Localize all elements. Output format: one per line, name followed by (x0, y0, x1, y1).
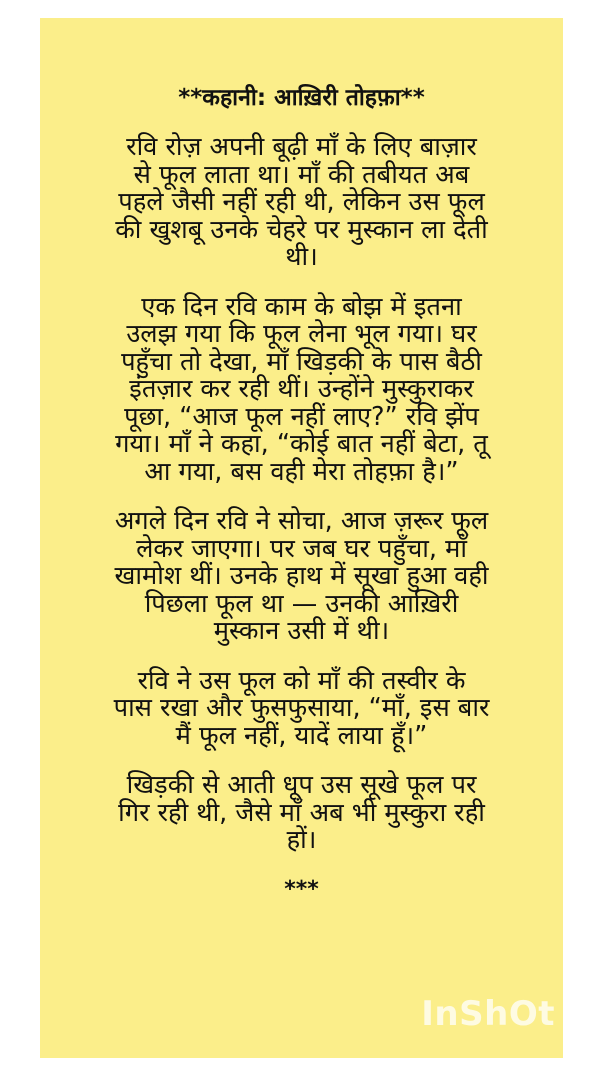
end-marker: *** (284, 876, 319, 902)
story-paragraph-5 (46, 772, 557, 855)
paragraph-line: थी। (285, 242, 318, 272)
paragraph-line: एक दिन रवि काम के बोझ में इतना (141, 291, 462, 322)
paragraph-line: अगले दिन रवि ने सोचा, आज ज़रूर फूल (114, 506, 489, 536)
story-paragraph-3 (46, 508, 557, 646)
story-paragraph-1 (46, 134, 557, 272)
paragraph-line: खामोश थीं। उनके हाथ में सूखा हुआ वही (114, 561, 489, 591)
paragraph-line: लेकर जाएगा। पर जब घर पहुँचा, माँ (136, 533, 467, 564)
paragraph-line: पहुँचा तो देखा, माँ खिड़की के पास बैठी (121, 346, 482, 377)
paragraph-line: उलझ गया कि फूल लेना भूल गया। घर (126, 319, 477, 349)
paragraph-line: मुस्कान उसी में थी। (213, 616, 390, 646)
paragraph-line: रवि ने उस फूल को माँ की तस्वीर के (137, 665, 466, 696)
paragraph-line: गिर रही थी, जैसे माँ अब भी मुस्कुरा रही (118, 797, 485, 828)
story-paragraph-4 (46, 665, 557, 751)
paragraph-line: पिछला फूल था — उनकी आख़िरी (144, 588, 459, 619)
story-paragraph-2 (46, 291, 557, 487)
paragraph-line: से फूल लाता था। माँ की तबीयत अब (133, 159, 470, 190)
paragraph-line: आ गया, बस वही मेरा तोहफ़ा है।” (144, 456, 459, 487)
paragraph-line: रवि रोज़ अपनी बूढ़ी माँ के लिए बाज़ार (126, 132, 477, 162)
paragraph-line: इंतज़ार कर रही थीं। उन्होंने मुस्कुराकर (129, 374, 474, 404)
paragraph-line: पूछा, “आज फूल नहीं लाए?” रवि झेंप (124, 401, 479, 432)
inshot-watermark: InShOt (421, 994, 555, 1034)
paragraph-line: की खुशबू उनके चेहरे पर मुस्कान ला देती (115, 214, 488, 245)
story-title: **कहानी: आख़िरी तोहफ़ा** (178, 85, 425, 111)
paragraph-line: पहले जैसी नहीं रही थी, लेकिन उस फूल (118, 187, 485, 217)
paragraph-line: पास रखा और फुसफुसाया, “माँ, इस बार (113, 693, 490, 723)
paragraph-line: गया। माँ ने कहा, “कोई बात नहीं बेटा, तू (115, 429, 488, 459)
paragraph-line: हों। (286, 825, 317, 855)
paragraph-line: मैं फूल नहीं, यादें लाया हूँ।” (175, 720, 428, 751)
paragraph-line: खिड़की से आती धूप उस सूखे फूल पर (126, 770, 477, 800)
story-page (40, 18, 563, 1058)
